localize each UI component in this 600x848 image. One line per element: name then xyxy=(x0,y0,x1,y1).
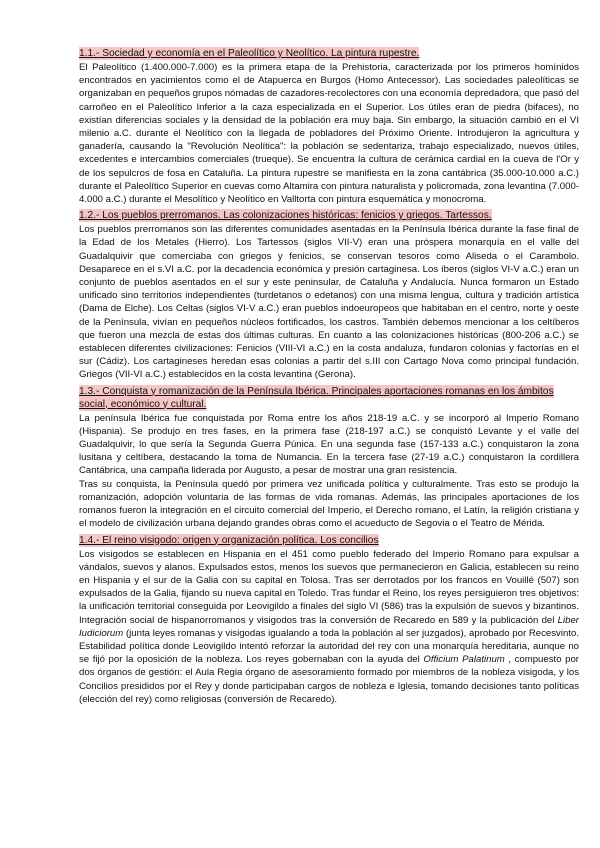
section-paragraph: Tras su conquista, la Península quedó por primera vez unificada política y culturalmente. Tras esto se produjo la romanización, adopción voluntaria de las formas de vida romanas. Además, las principales aportaciones de los romanos fueron la integración en el circuito comercial del Imperio, el Derecho romano, el Latín, la religión cristiana y el modelo de civilización urbana dejando grandes obras como el acueducto de Segovia o el Teatro de Mérida. xyxy=(79,478,579,530)
paragraph-part: , compuesto por dos órganos de gestión: el Aula Regia órgano de asesoramiento formado por miembros de la nobleza visigoda, y los Concilios presididos por el Rey y donde participaban cargos de nobleza e Iglesia, tomando decisiones tanto políticas (elección del rey) como religiosas (conversión de Recaredo). xyxy=(79,654,579,705)
section-heading: 1.2.- Los pueblos prerromanos. Las colonizaciones históricas: fenicios y griegos. Tartessos. xyxy=(79,210,492,222)
liber-iudiciorum-term: Liber Iudiciorum xyxy=(79,614,579,639)
section-paragraph xyxy=(79,548,579,706)
section-paleolitico-neolitico xyxy=(79,47,579,206)
paragraph-part: (junta leyes romanas y visigodas igualando a toda la población al ser juzgados), aprobado por Recesvinto. Estabilidad política donde Leovigildo intentó reforzar la autoridad del rey con una monarquía hereditaria, aunque no se fijó por la oposición de la nobleza. Los reyes gobernaban con la ayuda del xyxy=(79,627,579,666)
section-paragraph: Los pueblos prerromanos son las diferentes comunidades asentadas en la Península Ibérica durante la fase final de la Edad de los Metales (Hierro). Los Tartessos (siglos VII-V) eran una próspera monarquía en el valle del Guadalquivir que comerciaba con griegos y fenicios, se conservan tesoros como Aliseda o el Carambolo. Desaparece en el s.VI a.C. por la decadencia económica y presión cartaginesa. Los íberos (siglos VI-V a.C.) eran un conjunto de pueblos asentados en el sur y este peninsular, de Cataluña y Andalucía. Nunca formaron un Estado unificado sino territorios independientes (turdetanos o edetanos) con una misma lengua, cultura y tradición artística (Dama de Elche). Los Celtas (siglos VI-V a.C.) eran pueblos indoeuropeos que habitaban en el centro, norte y oeste de la Península, vivían en pequeños núcleos fortificados, los castros. También debemos mencionar a los celtíberos que fueron una mezcla de estas dos últimas culturas. En cuanto a las colonizaciones históricas (800-206 a.C.) se establecen diferentes civilizaciones: Fenicios (VIII-VI a.C.) en la costa andaluza, fundaron colonias y factorías en el sur (Cádiz). Los cartagineses heredan esas colonias a partir del s.III con Cartago Nova como principal fundación. Griegos (VII-VI a.C.) establecidos en la costa levantina (Gerona). xyxy=(79,224,579,381)
section-reino-visigodo xyxy=(79,534,579,706)
section-pueblos-prerromanos xyxy=(79,209,579,381)
section-heading: 1.1.- Sociedad y economía en el Paleolítico y Neolítico. La pintura rupestre. xyxy=(79,48,420,59)
officium-palatinum-term: Officium Palatinum xyxy=(423,654,505,666)
section-paragraph: La península Ibérica fue conquistada por Roma entre los años 218-19 a.C. y se incorporó al Imperio Romano (Hispania). Se produjo en tres fases, en la primera fase (218-197 a.C.) se conquistó Levante y el valle del Guadalquivir, lo que sería la Segunda Guerra Púnica. En una segunda fase (157-133 a.C.) conquistaron la zona lusitana y celtíbera, destacando la toma de Numancia. En la tercera fase (27-19 a.C.) conquistaron la cordillera Cantábrica, una campaña liderada por Augusto, a pesar de mostrar una gran resistencia. xyxy=(79,412,579,477)
section-heading: 1.3.- Conquista y romanización de la Península Ibérica. Principales aportaciones romanas en los ámbitos social, económico y cultural. xyxy=(79,385,554,410)
section-paragraph: El Paleolítico (1.400.000-7.000) es la primera etapa de la Prehistoria, caracterizada por los primeros homínidos encontrados en yacimientos como el de Atapuerca en Burgos (Homo Antecessor). Las sociedades paleolíticas se organizaban en pequeños grupos nómadas de cazadores-recolectores con una economía depredadora, que pasó del carroñeo en el Paleolítico Inferior a la caza especializada en el Superior. Los útiles eran de piedra (bifaces), no existían diferencias sociales y la densidad de la población era muy baja. Sin embargo, la situación cambió en el VI milenio a.C. durante el Neolítico con la llegada de pobladores del Próximo Oriente. Introdujeron la agricultura y ganadería, causando la "Revolución Neolítica": la población se sedentariza, trabajo especializado, nuevos útiles, excedentes e intercambios comerciales (trueque). Se encuentra la cultura de cerámica cardial en la cueva de l'Or y de los sepulcros de fosa en Cataluña. La pintura rupestre se manifiesta en la zona cantábrica (35.000-10.000 a.C.) durante el Paleolítico Superior en cuevas como Altamira con pintura naturalista y policromada, zona levantina (7.000-4.000 a.C.) durante el Mesolítico y Neolítico en Valltorta con pintura esquemática y monocroma. xyxy=(79,62,579,206)
paragraph-part: Los visigodos se establecen en Hispania en el 451 como pueblo federado del Imperio Romano para expulsar a vándalos, suevos y alanos. Expulsados estos, menos los suevos que permanecieron en Galicia, establecen su reino en Hispania y el sur de la Galia con su capital en Tolosa. Tras ser derrotados por los francos en Vouillé (507) son expulsados de la Galia, fijando su nueva capital en Toledo. Tras fundar el Reino, los reyes persiguieron tres objetivos: la unificación territorial conseguida por Leovigildo a finales del siglo VI (586) tras la expulsión de suevos y bizantinos. Integración social de hispanorromanos y visigodos tras la conversión de Recaredo en 589 y la publicación del xyxy=(79,548,579,626)
section-romanizacion xyxy=(79,385,579,531)
section-heading: 1.4.- El reino visigodo: origen y organización política. Los concilios xyxy=(79,534,379,546)
